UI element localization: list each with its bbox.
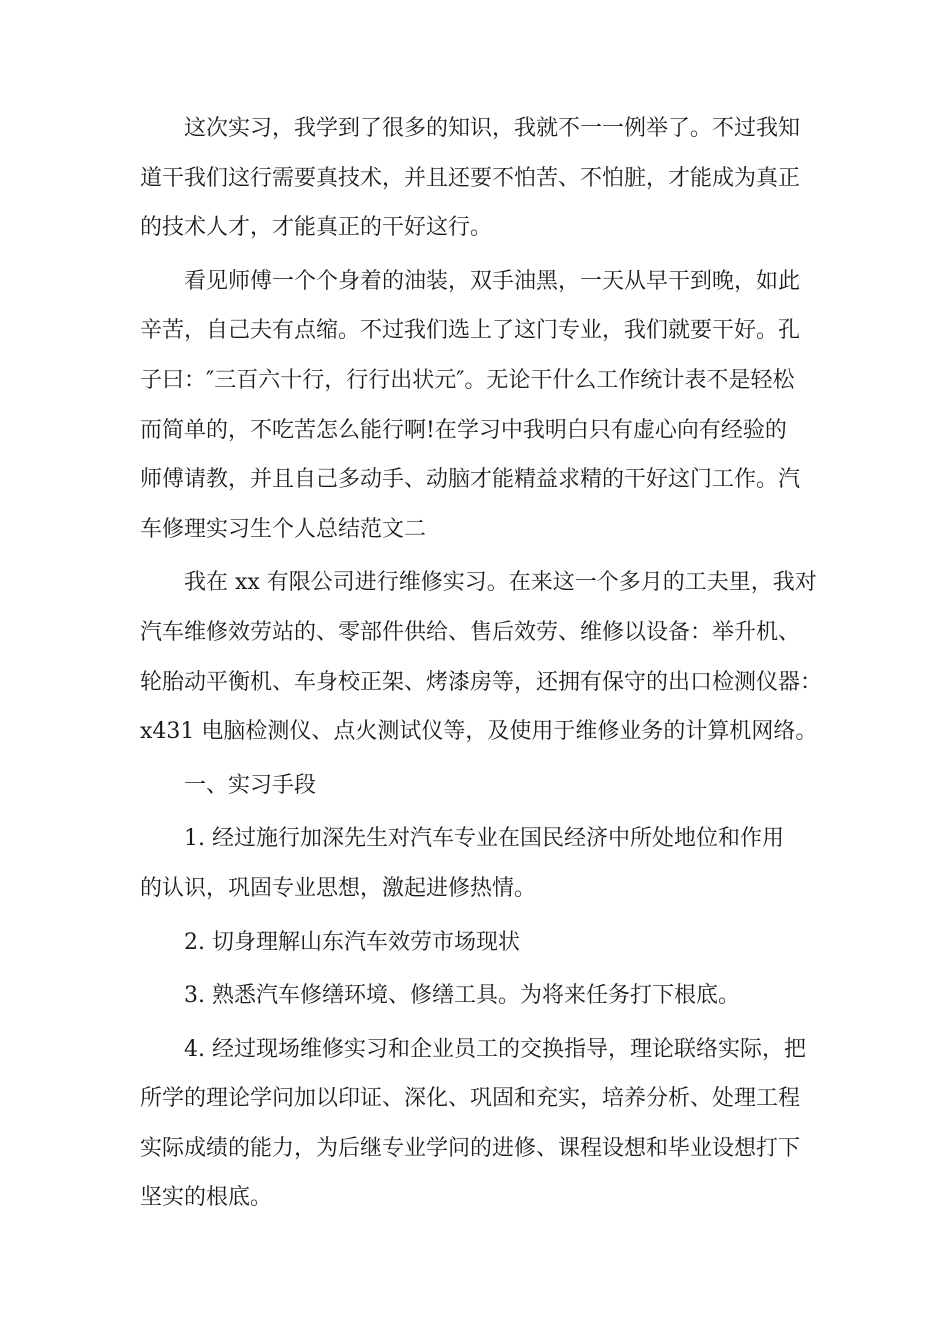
paragraph-line: 轮胎动平衡机、车身校正架、烤漆房等，还拥有保守的出口检测仪器： xyxy=(140,669,823,695)
paragraph-2 xyxy=(140,257,830,555)
list-item-line: 2. 切身理解山东汽车效劳市场现状 xyxy=(184,929,520,955)
paragraph-1 xyxy=(140,104,830,253)
paragraph-line: 我在 xx 有限公司进行维修实习。在来这一个多月的工夫里，我对 xyxy=(184,570,817,596)
list-item-line: 1. 经过施行加深先生对汽车专业在国民经济中所处地位和作用 xyxy=(184,826,784,852)
paragraph-line: 子曰：″三百六十行，行行出状元″。无论干什么工作统计表不是轻松 xyxy=(140,367,795,393)
paragraph-3 xyxy=(140,558,830,756)
paragraph-line: 看见师傅一个个身着的油装，双手油黑，一天从早干到晚，如此 xyxy=(184,268,801,294)
heading-line: 一、实习手段 xyxy=(184,772,317,798)
list-item-1 xyxy=(140,814,830,913)
paragraph-line: 汽车维修效劳站的、零部件供给、售后效劳、维修以设备：举升机、 xyxy=(140,619,801,645)
list-item-line: 3. 熟悉汽车修缮环境、修缮工具。为将来任务打下根底。 xyxy=(184,983,740,1009)
list-item-2 xyxy=(140,918,830,968)
list-item-line: 4. 经过现场维修实习和企业员工的交换指导，理论联络实际，把 xyxy=(184,1036,806,1062)
list-item-3 xyxy=(140,971,830,1021)
section-heading xyxy=(140,761,830,811)
document-body xyxy=(140,104,830,1223)
list-item-line: 实际成绩的能力，为后继专业学问的进修、课程设想和毕业设想打下 xyxy=(140,1135,801,1161)
list-item-line: 所学的理论学问加以印证、深化、巩固和充实，培养分析、处理工程 xyxy=(140,1086,801,1112)
paragraph-line: 车修理实习生个人总结范文二 xyxy=(140,516,427,542)
list-item-4 xyxy=(140,1025,830,1223)
paragraph-line: 这次实习，我学到了很多的知识，我就不一一例举了。不过我知 xyxy=(184,116,801,141)
paragraph-line: 道干我们这行需要真技术，并且还要不怕苦、不怕脏，才能成为真正 xyxy=(140,165,801,191)
paragraph-line: 的技术人才，才能真正的干好这行。 xyxy=(140,215,493,241)
list-item-line: 坚实的根底。 xyxy=(140,1185,273,1211)
paragraph-line: x431 电脑检测仪、点火测试仪等，及使用于维修业务的计算机网络。 xyxy=(140,719,818,745)
list-item-line: 的认识，巩固专业思想，激起进修热情。 xyxy=(140,875,537,901)
paragraph-line: 师傅请教，并且自己多动手、动脑才能精益求精的干好这门工作。汽 xyxy=(140,467,801,493)
paragraph-line: 而简单的，不吃苦怎么能行啊!在学习中我明白只有虚心向有经验的 xyxy=(140,417,787,443)
paragraph-line: 辛苦，自己夫有点缩。不过我们选上了这门专业，我们就要干好。孔 xyxy=(140,318,801,344)
